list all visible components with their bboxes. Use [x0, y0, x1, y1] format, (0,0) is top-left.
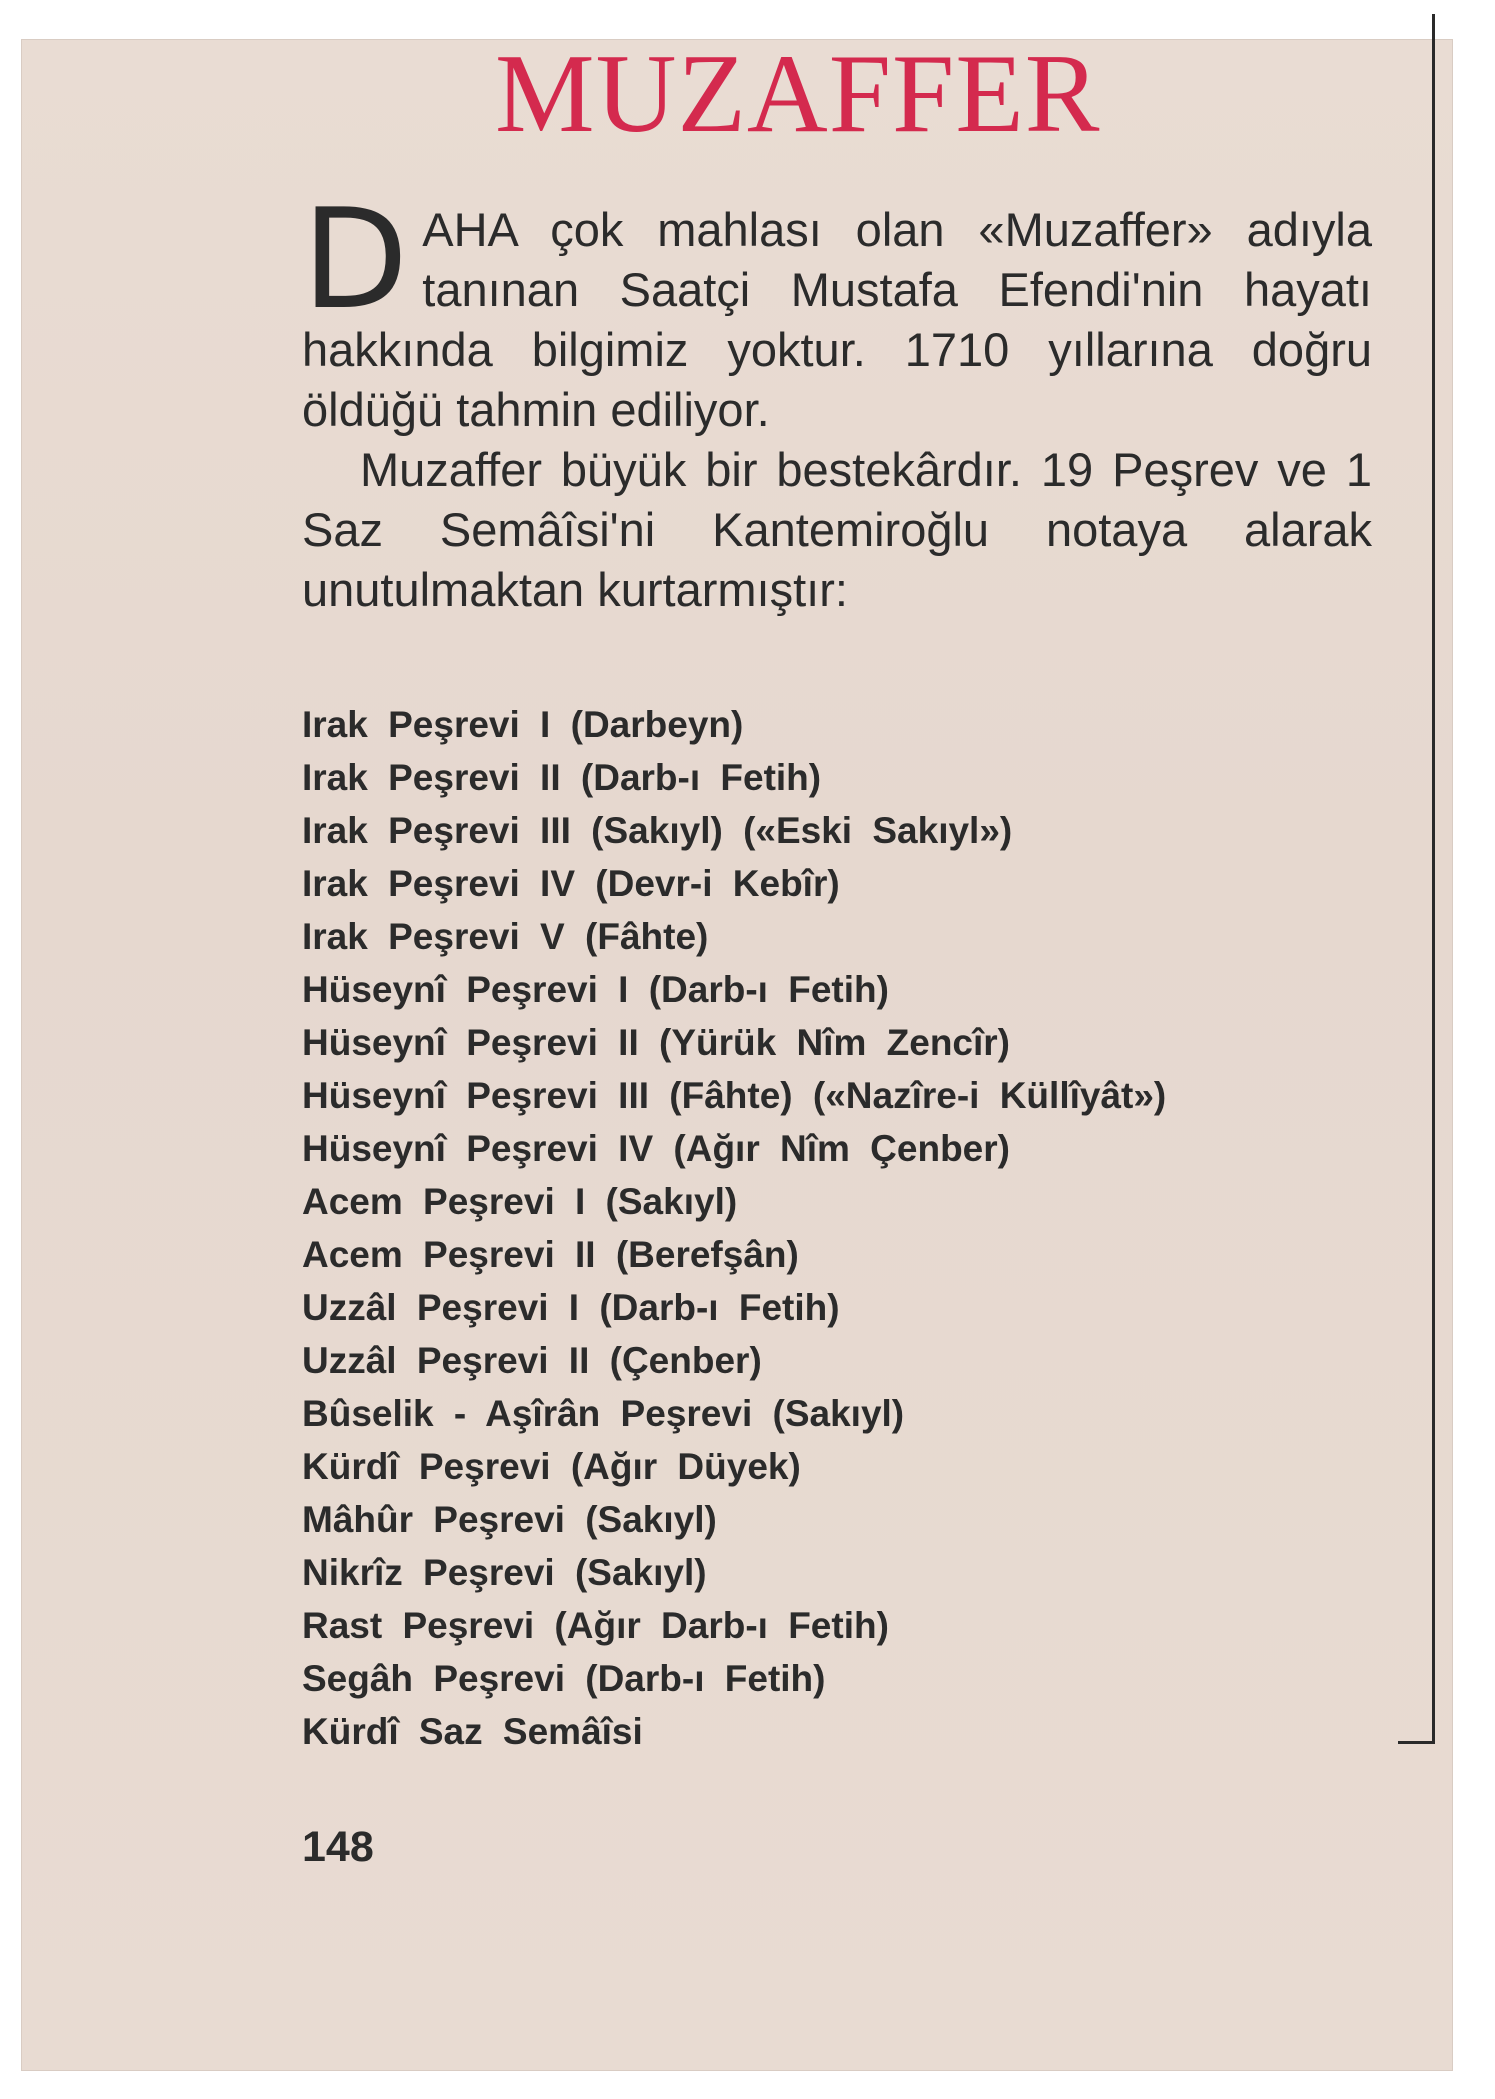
works-list-item: Mâhûr Peşrevi (Sakıyl): [302, 1499, 717, 1540]
works-list-item: Acem Peşrevi II (Berefşân): [302, 1234, 799, 1275]
works-list-item: Irak Peşrevi III (Sakıyl) («Eski Sakıyl»): [302, 810, 1013, 851]
works-list-item: Bûselik - Aşîrân Peşrevi (Sakıyl): [302, 1393, 905, 1434]
works-list-item: Acem Peşrevi I (Sakıyl): [302, 1181, 738, 1222]
intro-paragraph-1: [302, 179, 1372, 440]
works-list-item: Rast Peşrevi (Ağır Darb-ı Fetih): [302, 1605, 889, 1646]
margin-rule-foot: [1398, 1741, 1435, 1744]
works-list-item: Hüseynî Peşrevi III (Fâhte) («Nazîre-i Küllîyât»): [302, 1075, 1167, 1116]
works-list: [302, 698, 1166, 1758]
works-list-item: Hüseynî Peşrevi IV (Ağır Nîm Çenber): [302, 1128, 1010, 1169]
works-list-item: Hüseynî Peşrevi II (Yürük Nîm Zencîr): [302, 1022, 1010, 1063]
page-number: 148: [302, 1823, 374, 1871]
works-list-item: Kürdî Saz Semâîsi: [302, 1711, 643, 1752]
works-list-item: Uzzâl Peşrevi II (Çenber): [302, 1340, 762, 1381]
intro-paragraph-2: Muzaffer büyük bir bestekârdır. 19 Peşrev ve 1 Saz Semâîsi'ni Kantemiroğlu notaya alarak unutulmaktan kurtarmıştır:: [302, 443, 1372, 616]
works-list-item: Irak Peşrevi IV (Devr-i Kebîr): [302, 863, 840, 904]
works-list-item: Uzzâl Peşrevi I (Darb-ı Fetih): [302, 1287, 840, 1328]
works-list-item: Segâh Peşrevi (Darb-ı Fetih): [302, 1658, 826, 1699]
intro-text: [302, 179, 1372, 620]
drop-cap: D: [302, 179, 409, 340]
intro-paragraph-1-text: AHA çok mahlası olan «Muzaffer» adıyla tanınan Saatçi Mustafa Efendi'nin hayatı hakkında bilgimiz yoktur. 1710 yıllarına doğru öldüğü tahmin ediliyor.: [302, 203, 1372, 436]
works-list-item: Irak Peşrevi V (Fâhte): [302, 916, 709, 957]
works-list-item: Irak Peşrevi II (Darb-ı Fetih): [302, 757, 822, 798]
margin-rule: [1432, 14, 1435, 1744]
page-title: MUZAFFER: [495, 32, 1101, 156]
works-list-item: Kürdî Peşrevi (Ağır Düyek): [302, 1446, 801, 1487]
works-list-item: Nikrîz Peşrevi (Sakıyl): [302, 1552, 707, 1593]
works-list-item: Hüseynî Peşrevi I (Darb-ı Fetih): [302, 969, 889, 1010]
works-list-item: Irak Peşrevi I (Darbeyn): [302, 704, 744, 745]
